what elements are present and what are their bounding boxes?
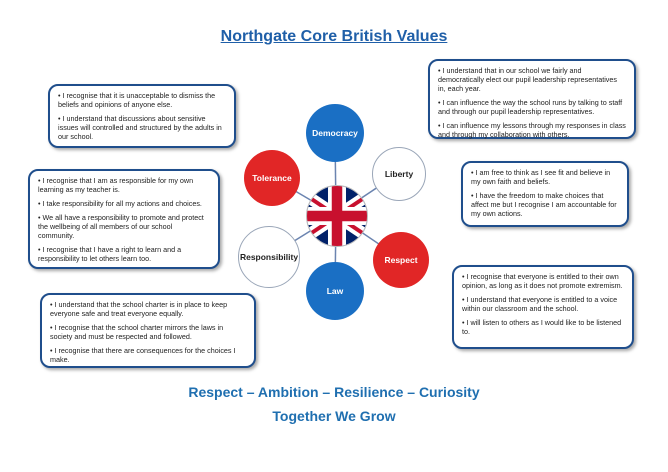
statement: • I am free to think as I see fit and believe in my own faith and beliefs.: [471, 168, 611, 186]
statement: • I recognise that there are consequences for the choices I make.: [50, 346, 236, 364]
union-flag-icon: [306, 185, 368, 247]
statement: • I understand that in our school we fairly and democratically elect our pupil leadership representatives in, each year.: [438, 66, 617, 93]
respect-statements: [452, 265, 634, 349]
law-statements: [40, 293, 256, 368]
democracy-statements: [428, 59, 636, 139]
statement: • I have the freedom to make choices that affect me but I recognise I am accountable for my own actions.: [471, 191, 617, 218]
statement: • I can influence my lessons through my responses in class and through my collaboration with others.: [438, 121, 626, 139]
statement: • I understand that discussions about sensitive issues will controlled and structured by the adults in our school.: [58, 114, 222, 141]
statement: • I will listen to others as I would like to be listened to.: [462, 318, 622, 336]
statement: • We all have a responsibility to promote and protect the wellbeing of all members of our school community.: [38, 213, 204, 240]
liberty-node: Liberty: [372, 147, 426, 201]
statement: • I understand that everyone is entitled to a voice within our classroom and the school.: [462, 295, 618, 313]
statement: • I recognise that it is unacceptable to dismiss the beliefs and opinions of anyone else.: [58, 91, 216, 109]
liberty-statements: [461, 161, 629, 227]
responsibility-node: Responsibility: [238, 226, 300, 288]
page-title: Northgate Core British Values: [220, 28, 448, 45]
statement: • I can influence the way the school runs by talking to staff and through our pupil leadership representatives.: [438, 98, 623, 116]
statement: • I recognise that I am as responsible for my own learning as my teacher is.: [38, 176, 194, 194]
democracy-node: Democracy: [306, 104, 364, 162]
law-node: Law: [306, 262, 364, 320]
respect-node: Respect: [373, 232, 429, 288]
school-slogan: Together We Grow: [272, 408, 396, 424]
school-motto: Respect – Ambition – Resilience – Curiosity: [188, 384, 480, 400]
statement: • I take responsibility for all my actions and choices.: [38, 199, 202, 208]
tolerance-node: Tolerance: [244, 150, 300, 206]
statement: • I understand that the school charter is in place to keep everyone safe and treat everyone equally.: [50, 300, 228, 318]
statement: • I recognise that the school charter mirrors the laws in society and must be respected and followed.: [50, 323, 224, 341]
responsibility-statements: [28, 169, 220, 269]
tolerance-statements: [48, 84, 236, 148]
statement: • I recognise that I have a right to learn and a responsibility to let others learn too.: [38, 245, 182, 263]
statement: • I recognise that everyone is entitled to their own opinion, as long as it does not promote extremism.: [462, 272, 623, 290]
